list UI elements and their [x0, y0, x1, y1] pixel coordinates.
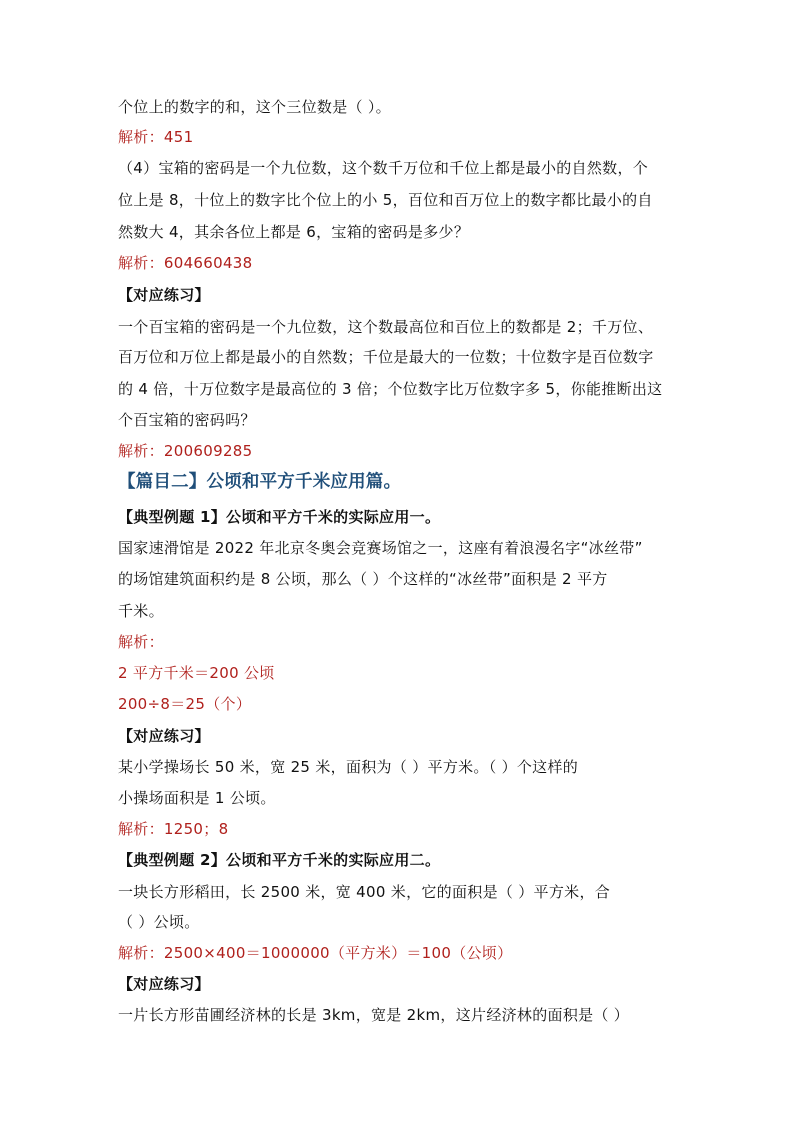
answer-line: 200÷8＝25（个）: [118, 695, 252, 713]
practice-line-3: 的 4 倍，十万位数字是最高位的 3 倍；个位数字比万位数字多 5，你能推断出这: [118, 380, 663, 398]
section-title: 【篇目二】公顷和平方千米应用篇。: [118, 472, 402, 492]
example-1-line-3: 千米。: [118, 602, 164, 620]
practice-line-1: 一个百宝箱的密码是一个九位数，这个数最高位和百位上的数都是 2；千万位、: [118, 318, 654, 336]
example-2-heading: 【典型例题 2】公顷和平方千米的实际应用二。: [118, 851, 441, 869]
practice-line-2: 百万位和万位上都是最小的自然数；千位是最大的一位数；十位数字是百位数字: [118, 348, 654, 366]
practice-2-line-2: 小操场面积是 1 公顷。: [118, 789, 276, 807]
question-4-line-2: 位上是 8，十位上的数字比个位上的小 5，百位和百万位上的数字都比最小的自: [118, 191, 653, 209]
answer-line: 解析：1250；8: [118, 820, 229, 838]
example-1-line-1: 国家速滑馆是 2022 年北京冬奥会竞赛场馆之一，这座有着浪漫名字“冰丝带”: [118, 539, 643, 557]
question-4-line-1: （4）宝箱的密码是一个九位数，这个数千万位和千位上都是最小的自然数，个: [118, 159, 649, 177]
example-1-heading: 【典型例题 1】公顷和平方千米的实际应用一。: [118, 508, 441, 526]
practice-line-4: 个百宝箱的密码吗？: [118, 411, 256, 429]
practice-heading: 【对应练习】: [118, 975, 210, 993]
answer-line: 解析：451: [118, 128, 194, 146]
answer-label: 解析：: [118, 633, 164, 651]
practice-2-line-1: 某小学操场长 50 米，宽 25 米，面积为（ ）平方米。（ ）个这样的: [118, 758, 579, 776]
text-line: 个位上的数字的和，这个三位数是（ ）。: [118, 98, 391, 116]
answer-line: 解析：604660438: [118, 254, 253, 272]
question-4-line-3: 然数大 4，其余各位上都是 6，宝箱的密码是多少？: [118, 223, 470, 241]
answer-line: 解析：2500×400＝1000000（平方米）＝100（公顷）: [118, 944, 513, 962]
practice-3-line-1: 一片长方形苗圃经济林的长是 3km，宽是 2km，这片经济林的面积是（ ）: [118, 1006, 630, 1024]
example-2-line-2: （ ）公顷。: [118, 913, 200, 931]
answer-line: 2 平方千米＝200 公顷: [118, 664, 275, 682]
answer-line: 解析：200609285: [118, 442, 253, 460]
example-2-line-1: 一块长方形稻田，长 2500 米，宽 400 米，它的面积是（ ）平方米，合: [118, 883, 611, 901]
practice-heading: 【对应练习】: [118, 286, 210, 304]
practice-heading: 【对应练习】: [118, 727, 210, 745]
example-1-line-2: 的场馆建筑面积约是 8 公顷，那么（ ）个这样的“冰丝带”面积是 2 平方: [118, 570, 608, 588]
